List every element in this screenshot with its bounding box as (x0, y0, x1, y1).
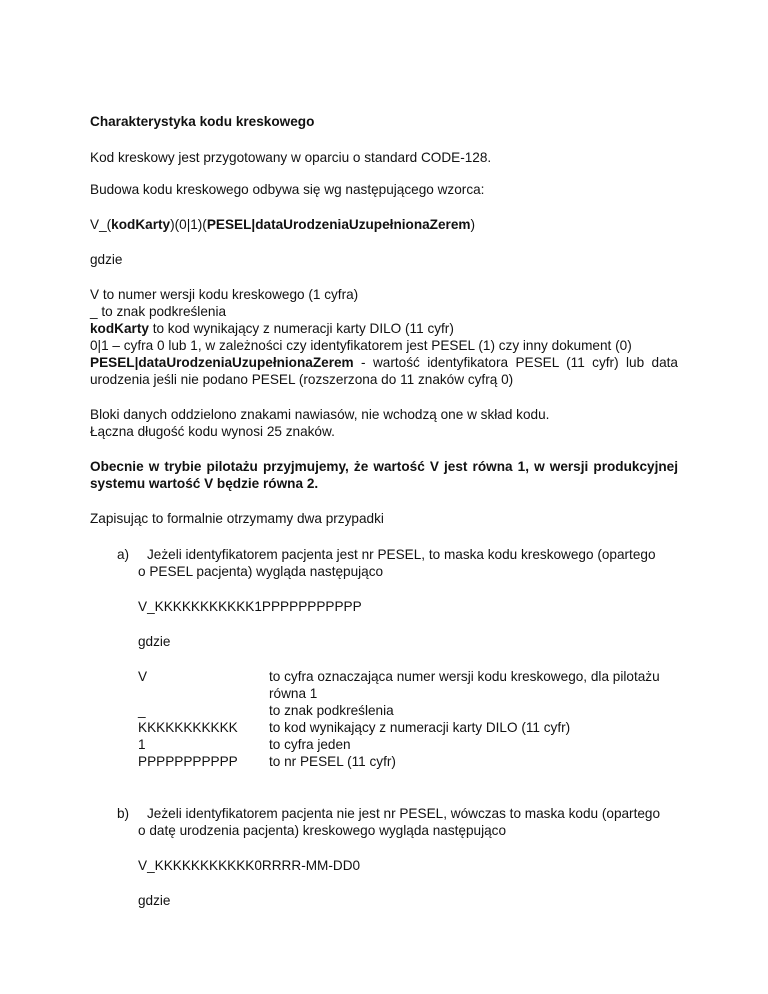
gdzie-label: gdzie (90, 252, 123, 267)
pattern-suffix: ) (470, 217, 476, 232)
def-underscore: _ to znak podkreślenia (90, 304, 227, 319)
case-a-desc-k: to kod wynikający z numeracji karty DILO (11 cyfr) (269, 720, 571, 735)
intro-standard: Kod kreskowy jest przygotowany w oparciu o standard CODE-128. (90, 150, 492, 165)
length-note: Łączna długość kodu wynosi 25 znaków. (90, 424, 335, 439)
pattern-prefix: V_( (90, 217, 112, 232)
pattern-kodkarty: kodKarty (111, 217, 171, 232)
case-a-code-v: V (138, 669, 148, 684)
case-b-mask: V_KKKKKKKKKKK0RRRR-MM-DD0 (138, 858, 361, 873)
blocks-note: Bloki danych oddzielono znakami nawiasów, nie wchodzą one w skład kodu. (90, 407, 550, 422)
pilot-note: Obecnie w trybie pilotażu przyjmujemy, że wartość V jest równa 1, w wersji produkcyjnej systemu wartość V będzie równa 2. (90, 459, 678, 491)
case-a-mask: V_KKKKKKKKKKK1PPPPPPPPPPP (138, 599, 362, 614)
code-pattern (90, 216, 475, 233)
def-pesel (90, 354, 678, 388)
case-a-code-underscore: _ (138, 703, 146, 718)
case-a-marker: a) (117, 547, 130, 562)
case-b-text-line2: o datę urodzenia pacjenta) kreskowego wygląda następująco (138, 823, 507, 838)
formal-intro: Zapisując to formalnie otrzymamy dwa przypadki (90, 511, 384, 526)
case-a-desc-underscore: to znak podkreślenia (269, 703, 394, 718)
def-zero-one: 0|1 – cyfra 0 lub 1, w zależności czy identyfikatorem jest PESEL (1) czy inny dokument (0) (90, 338, 632, 353)
case-a-gdzie: gdzie (138, 634, 171, 649)
def-pesel-text: - wartość identyfikatora PESEL (11 cyfr) lub data urodzenia jeśli nie podano PESEL (rozszerzona do 11 znaków cyfrą 0) (90, 355, 678, 387)
def-kodkarty-text: to kod wynikający z numeracji karty DILO (11 cyfr) (148, 321, 454, 336)
case-a-code-k: KKKKKKKKKKK (138, 720, 238, 735)
intro-pattern: Budowa kodu kreskowego odbywa się wg następującego wzorca: (90, 182, 485, 197)
def-kodkarty (90, 320, 454, 337)
pattern-mid: )(0|1)( (170, 217, 207, 232)
case-b-text-line1: Jeżeli identyfikatorem pacjenta nie jest nr PESEL, wówczas to maska kodu (opartego (147, 806, 661, 821)
case-b-gdzie: gdzie (138, 893, 171, 908)
case-a-text-line2: o PESEL pacjenta) wygląda następująco (138, 564, 384, 579)
def-kodkarty-term: kodKarty (90, 321, 149, 336)
case-a-desc-one: to cyfra jeden (269, 737, 351, 752)
case-a-text-line1: Jeżeli identyfikatorem pacjenta jest nr PESEL, to maska kodu kreskowego (opartego (147, 547, 656, 562)
section-title: Charakterystyka kodu kreskowego (90, 114, 315, 129)
def-version: V to numer wersji kodu kreskowego (1 cyfra) (90, 287, 359, 302)
case-a-code-one: 1 (138, 737, 146, 752)
case-a-code-p: PPPPPPPPPPP (138, 754, 238, 769)
case-a-desc-p: to nr PESEL (11 cyfr) (269, 754, 396, 769)
case-a-desc-v: to cyfra oznaczająca numer wersji kodu kreskowego, dla pilotażu równa 1 (269, 669, 660, 701)
pattern-pesel: PESEL|dataUrodzeniaUzupełnionaZerem (206, 217, 471, 232)
def-pesel-term: PESEL|dataUrodzeniaUzupełnionaZerem (90, 355, 354, 370)
case-b-marker: b) (117, 806, 130, 821)
